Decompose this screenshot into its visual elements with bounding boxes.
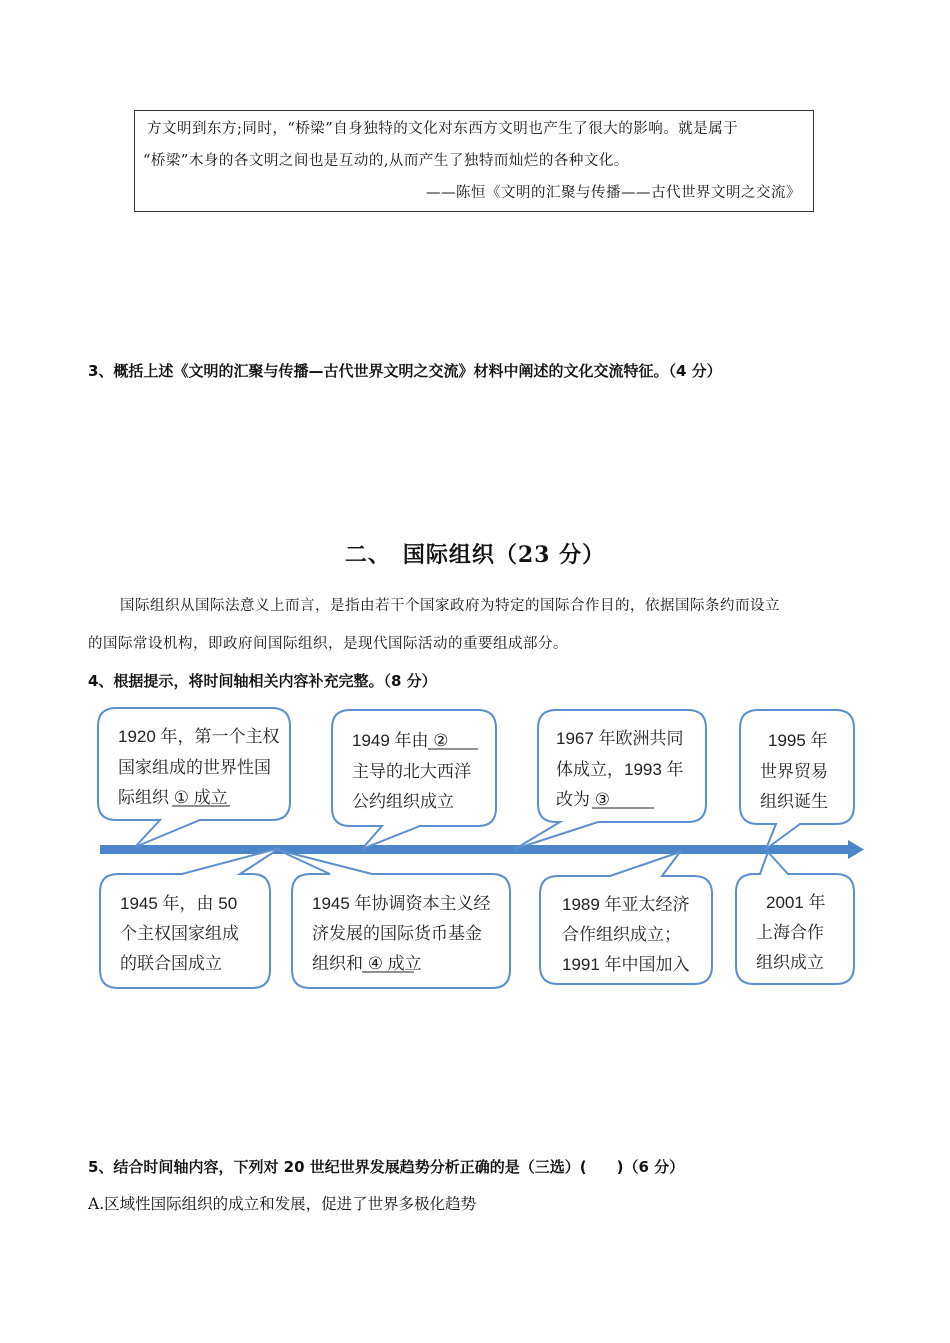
question-4: 4、根据提示，将时间轴相关内容补充完整。（8 分） — [88, 672, 437, 690]
tl-1989-line-2: 合作组织成立； — [562, 925, 681, 944]
tl-1949-line-1: 1949 年由 ② — [352, 731, 449, 750]
intro-line-1: 国际组织从国际法意义上而言，是指由若干个国家政府为特定的国际合作目的，依据国际条约而设立 — [120, 598, 780, 614]
tl-1945-imf-line-1: 1945 年协调资本主义经 — [312, 894, 491, 913]
quote-line-1: 方文明到东方;同时，“桥梁”自身独特的文化对东西方文明也产生了很大的影响。就是属于 — [147, 121, 739, 137]
timeline-diagram — [0, 690, 950, 1000]
quote-box — [134, 110, 814, 212]
tl-1989-line-1: 1989 年亚太经济 — [562, 895, 690, 914]
question-5: 5、结合时间轴内容，下列对 20 世纪世界发展趋势分析正确的是（三选）( )（6 分） — [88, 1158, 685, 1176]
tl-1967-line-2: 体成立，1993 年 — [556, 760, 684, 779]
tl-2001-line-2: 上海合作 — [756, 923, 824, 942]
tl-1995-line-1: 1995 年 — [768, 731, 828, 750]
tl-1945-un-line-2: 个主权国家组成 — [120, 924, 239, 943]
tl-1967-line-3: 改为 ③ — [556, 790, 610, 809]
section-title: 二、 国际组织（23 分） — [344, 542, 606, 568]
tl-1945-un-line-1: 1945 年，由 50 — [120, 894, 238, 913]
question-3: 3、概括上述《文明的汇聚与传播—古代世界文明之交流》材料中阐述的文化交流特征。（4 分） — [88, 362, 722, 380]
timeline-arrow-head — [848, 840, 864, 859]
option-a: A.区域性国际组织的成立和发展，促进了世界多极化趋势 — [88, 1195, 477, 1213]
tl-1945-un-line-3: 的联合国成立 — [120, 954, 222, 973]
tl-2001-line-1: 2001 年 — [766, 893, 826, 912]
tl-1949-line-3: 公约组织成立 — [352, 792, 454, 811]
intro-line-2: 的国际常设机构，即政府间国际组织，是现代国际活动的重要组成部分。 — [88, 636, 568, 652]
tl-1995-line-2: 世界贸易 — [760, 762, 828, 781]
tl-1920-line-2: 国家组成的世界性国 — [118, 758, 271, 777]
tl-1995-line-3: 组织诞生 — [760, 792, 828, 811]
tl-1920-line-3: 际组织 ① 成立 — [118, 788, 228, 807]
quote-line-2: “桥梁”木身的各文明之间也是互动的,从而产生了独特而灿烂的各种文化。 — [143, 153, 629, 169]
tl-2001-line-3: 组织成立 — [756, 953, 824, 972]
quote-source: ——陈恒《文明的汇聚与传播——古代世界文明之交流》 — [426, 185, 801, 201]
tl-1920-line-1: 1920 年，第一个主权 — [118, 727, 280, 746]
tl-1967-line-1: 1967 年欧洲共同 — [556, 729, 684, 748]
tl-1945-imf-line-3: 组织和 ④ 成立 — [312, 954, 422, 973]
tl-1949-line-2: 主导的北大西洋 — [352, 762, 471, 781]
tl-1945-imf-line-2: 济发展的国际货币基金 — [312, 924, 482, 943]
tl-1989-line-3: 1991 年中国加入 — [562, 955, 690, 974]
timeline-axis — [100, 845, 850, 854]
